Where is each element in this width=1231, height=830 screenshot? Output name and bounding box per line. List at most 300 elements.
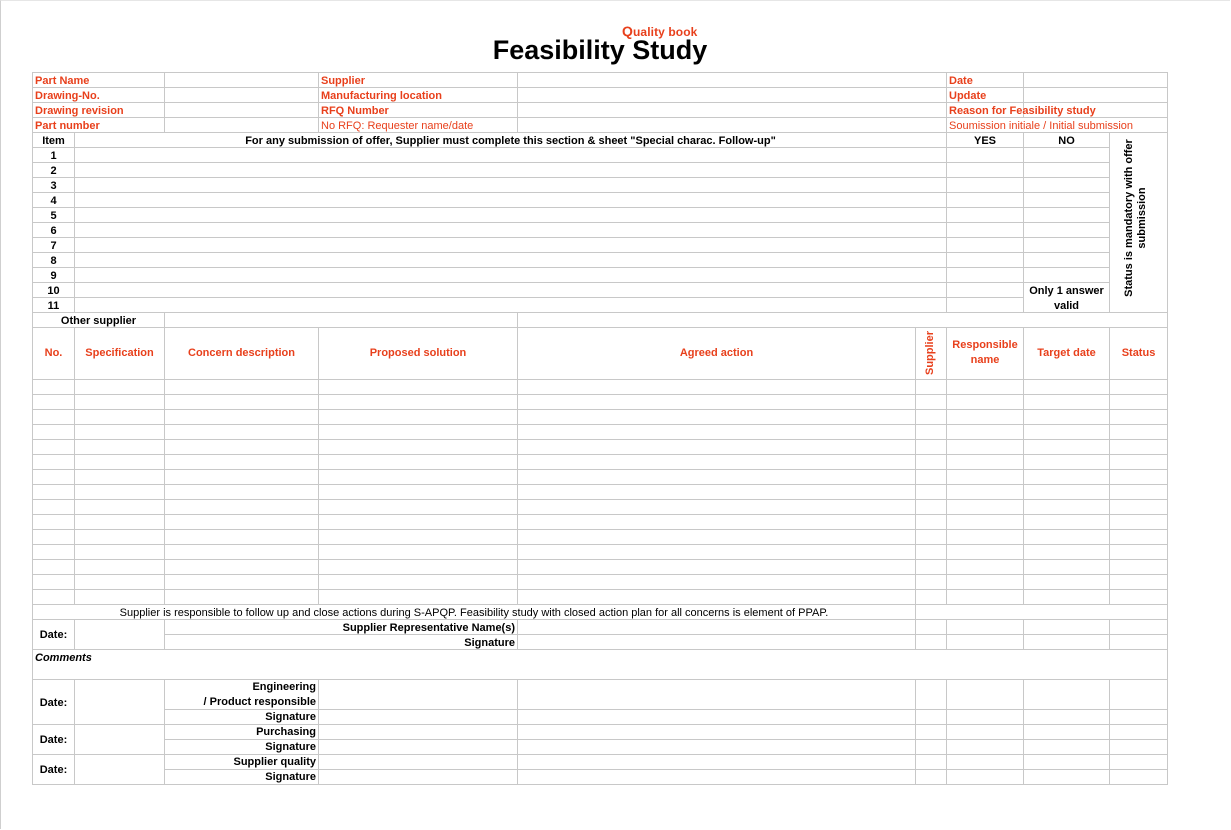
purchasing-label-line: Purchasing xyxy=(256,726,316,738)
concern-table-cell[interactable] xyxy=(1023,439,1110,455)
concern-table-cell[interactable] xyxy=(915,529,947,545)
checklist-no-field[interactable] xyxy=(1023,267,1110,283)
concern-table-cell[interactable] xyxy=(517,544,916,560)
yes-column-header: YES xyxy=(946,132,1024,148)
checklist-item-text[interactable] xyxy=(74,177,947,193)
concern-table-cell[interactable] xyxy=(318,469,518,485)
no-column-header: NO xyxy=(1023,132,1110,148)
status-mandatory-text xyxy=(1123,128,1149,308)
note-spacer-cell xyxy=(915,604,1168,620)
only-one-answer-note xyxy=(1023,282,1110,313)
info-value-field[interactable] xyxy=(164,72,319,88)
checklist-item-text[interactable] xyxy=(74,282,947,298)
checklist-no-field[interactable] xyxy=(1023,207,1110,223)
target-date-column-header: Target date xyxy=(1023,327,1110,380)
supplier-signature-label: Signature xyxy=(164,634,518,650)
checklist-no-field[interactable] xyxy=(1023,147,1110,163)
approval-field[interactable] xyxy=(1109,754,1168,770)
status-mandatory-line2: submission xyxy=(1136,187,1148,249)
checklist-item-text[interactable] xyxy=(74,237,947,253)
approval-field[interactable] xyxy=(517,739,916,755)
concern-table-cell[interactable] xyxy=(946,484,1024,500)
concern-table-cell[interactable] xyxy=(164,559,319,575)
concern-table-cell[interactable] xyxy=(517,484,916,500)
concern-table-cell[interactable] xyxy=(318,454,518,470)
approval-date-field[interactable] xyxy=(74,679,165,725)
concern-table-cell[interactable] xyxy=(946,574,1024,590)
checklist-item-number: 3 xyxy=(32,177,75,193)
concern-table-cell[interactable] xyxy=(318,529,518,545)
concern-table-cell[interactable] xyxy=(946,589,1024,605)
concern-table-cell[interactable] xyxy=(74,454,165,470)
supplier-date-field[interactable] xyxy=(74,619,165,650)
approval-field[interactable] xyxy=(1023,679,1110,710)
purchasing-signature-label xyxy=(164,739,319,755)
concern-table-cell[interactable] xyxy=(318,409,518,425)
page-title xyxy=(0,35,1200,66)
approval-field[interactable] xyxy=(915,679,947,710)
approval-field[interactable] xyxy=(915,709,947,725)
concern-table-cell[interactable] xyxy=(1109,409,1168,425)
concern-table-cell[interactable] xyxy=(946,454,1024,470)
supplier-rep-field[interactable] xyxy=(517,619,916,635)
agreed-action-column-header: Agreed action xyxy=(517,327,916,380)
info-value-field[interactable] xyxy=(1023,72,1168,88)
concern-table-cell[interactable] xyxy=(74,574,165,590)
checklist-instruction: For any submission of offer, Supplier must complete this section & sheet "Special charac. Follow-up" xyxy=(74,132,947,148)
concern-table-cell[interactable] xyxy=(32,499,75,515)
checklist-no-field[interactable] xyxy=(1023,222,1110,238)
concern-table-cell[interactable] xyxy=(1023,499,1110,515)
concern-table-cell[interactable] xyxy=(1023,394,1110,410)
concern-table-cell[interactable] xyxy=(946,559,1024,575)
comments-label: Comments xyxy=(35,652,92,664)
checklist-item-text[interactable] xyxy=(74,297,947,313)
approval-field[interactable] xyxy=(915,769,947,785)
concern-table-cell[interactable] xyxy=(32,589,75,605)
concern-table-cell[interactable] xyxy=(164,574,319,590)
checklist-yes-field[interactable] xyxy=(946,282,1024,298)
concern-table-cell[interactable] xyxy=(946,514,1024,530)
concern-table-cell[interactable] xyxy=(915,499,947,515)
approval-field[interactable] xyxy=(1109,769,1168,785)
concern-table-cell[interactable] xyxy=(1023,589,1110,605)
concern-table-cell[interactable] xyxy=(74,409,165,425)
concern-table-cell[interactable] xyxy=(1109,469,1168,485)
approval-field[interactable] xyxy=(517,679,916,710)
concern-table-cell[interactable] xyxy=(164,439,319,455)
concern-table-cell[interactable] xyxy=(318,379,518,395)
approval-field[interactable] xyxy=(517,754,916,770)
concern-table-cell[interactable] xyxy=(318,514,518,530)
concern-table-cell[interactable] xyxy=(915,484,947,500)
supplier-rep-label: Supplier Representative Name(s) xyxy=(164,619,518,635)
checklist-yes-field[interactable] xyxy=(946,162,1024,178)
concern-table-cell[interactable] xyxy=(517,529,916,545)
concern-table-cell[interactable] xyxy=(517,559,916,575)
status-column-header: Status xyxy=(1109,327,1168,380)
concern-table-cell[interactable] xyxy=(1023,514,1110,530)
proposed-solution-column-header: Proposed solution xyxy=(318,327,518,380)
approval-field[interactable] xyxy=(318,709,518,725)
concern-table-cell[interactable] xyxy=(32,559,75,575)
concern-table-cell[interactable] xyxy=(1109,394,1168,410)
approval-field[interactable] xyxy=(946,754,1024,770)
checklist-yes-field[interactable] xyxy=(946,177,1024,193)
concern-table-cell[interactable] xyxy=(1109,424,1168,440)
comments-box[interactable] xyxy=(32,649,1168,680)
supplier-signature-field[interactable] xyxy=(1023,634,1110,650)
info-value-field[interactable] xyxy=(1023,102,1168,118)
concern-table-cell[interactable] xyxy=(1023,454,1110,470)
only-one-line2: valid xyxy=(1053,300,1080,312)
supplier-date-label: Date: xyxy=(32,619,75,650)
responsible-line1: Responsible xyxy=(952,339,1018,351)
concern-table-cell[interactable] xyxy=(32,424,75,440)
concern-table-cell[interactable] xyxy=(318,559,518,575)
checklist-item-number: 4 xyxy=(32,192,75,208)
status-mandatory-note xyxy=(1109,132,1168,313)
info-value-field[interactable] xyxy=(164,102,319,118)
checklist-item-number: 9 xyxy=(32,267,75,283)
concern-table-cell[interactable] xyxy=(164,514,319,530)
concern-table-cell[interactable] xyxy=(318,484,518,500)
concern-table-cell[interactable] xyxy=(1109,484,1168,500)
concern-table-cell[interactable] xyxy=(946,439,1024,455)
concern-table-cell[interactable] xyxy=(164,424,319,440)
concern-table-cell[interactable] xyxy=(517,409,916,425)
approval-date-field[interactable] xyxy=(74,724,165,755)
checklist-no-field[interactable] xyxy=(1023,252,1110,268)
checklist-item-text[interactable] xyxy=(74,192,947,208)
approval-field[interactable] xyxy=(1023,724,1110,740)
engineering-label xyxy=(164,679,319,710)
checklist-item-number: 2 xyxy=(32,162,75,178)
checklist-yes-field[interactable] xyxy=(946,222,1024,238)
other-supplier-detail-field[interactable] xyxy=(517,312,1168,328)
concern-table-cell[interactable] xyxy=(32,514,75,530)
checklist-no-field[interactable] xyxy=(1023,192,1110,208)
concern-table-cell[interactable] xyxy=(946,529,1024,545)
concern-table-cell[interactable] xyxy=(915,589,947,605)
concern-table-cell[interactable] xyxy=(32,484,75,500)
concern-table-cell[interactable] xyxy=(318,439,518,455)
other-supplier-label: Other supplier xyxy=(32,312,165,328)
approval-field[interactable] xyxy=(946,739,1024,755)
info-value-field[interactable] xyxy=(517,102,947,118)
concern-table-cell[interactable] xyxy=(74,379,165,395)
approval-field[interactable] xyxy=(517,709,916,725)
engineering-signature-label-line: Signature xyxy=(265,711,316,723)
concern-table-cell[interactable] xyxy=(946,469,1024,485)
concern-table-cell[interactable] xyxy=(915,454,947,470)
info-label: Drawing-No. xyxy=(32,87,165,103)
concern-table-cell[interactable] xyxy=(164,499,319,515)
info-label: Update xyxy=(946,87,1024,103)
concern-table-cell[interactable] xyxy=(32,439,75,455)
concern-table-cell[interactable] xyxy=(1109,559,1168,575)
info-label: Drawing revision xyxy=(32,102,165,118)
supplier-signature-field[interactable] xyxy=(915,634,947,650)
purchasing-label xyxy=(164,724,319,740)
concern-table-cell[interactable] xyxy=(517,439,916,455)
approval-field[interactable] xyxy=(946,769,1024,785)
engineering-label-line: Engineering xyxy=(252,681,316,693)
concern-table-cell[interactable] xyxy=(74,544,165,560)
approval-field[interactable] xyxy=(915,724,947,740)
checklist-yes-field[interactable] xyxy=(946,192,1024,208)
concern-column-header: Concern description xyxy=(164,327,319,380)
concern-table-cell[interactable] xyxy=(74,424,165,440)
concern-table-cell[interactable] xyxy=(517,469,916,485)
info-label: Date xyxy=(946,72,1024,88)
concern-table-cell[interactable] xyxy=(915,514,947,530)
concern-table-cell[interactable] xyxy=(74,529,165,545)
approval-date-label: Date: xyxy=(32,724,75,755)
concern-table-cell[interactable] xyxy=(1109,439,1168,455)
concern-table-cell[interactable] xyxy=(318,544,518,560)
concern-table-cell[interactable] xyxy=(164,544,319,560)
checklist-item-text[interactable] xyxy=(74,252,947,268)
checklist-item-number: 7 xyxy=(32,237,75,253)
concern-table-cell[interactable] xyxy=(946,424,1024,440)
concern-table-cell[interactable] xyxy=(946,394,1024,410)
checklist-item-text[interactable] xyxy=(74,267,947,283)
concern-table-cell[interactable] xyxy=(1023,484,1110,500)
only-one-line1: Only 1 answer xyxy=(1029,285,1104,297)
engineering-label-line: / Product responsible xyxy=(203,696,316,708)
approval-field[interactable] xyxy=(915,739,947,755)
concern-table-cell[interactable] xyxy=(32,529,75,545)
logo-q-mark: Q xyxy=(622,23,633,39)
approval-field[interactable] xyxy=(1109,724,1168,740)
checklist-item-number: 10 xyxy=(32,282,75,298)
supplier-column-header xyxy=(915,327,947,380)
checklist-no-field[interactable] xyxy=(1023,162,1110,178)
info-value-field[interactable] xyxy=(164,87,319,103)
approval-date-label: Date: xyxy=(32,754,75,785)
concern-table-cell[interactable] xyxy=(164,469,319,485)
approval-date-field[interactable] xyxy=(74,754,165,785)
info-label: Manufacturing location xyxy=(318,87,518,103)
approval-field[interactable] xyxy=(318,754,518,770)
approval-field[interactable] xyxy=(1109,679,1168,710)
approval-date-label: Date: xyxy=(32,679,75,725)
concern-table-cell[interactable] xyxy=(517,454,916,470)
concern-table-cell[interactable] xyxy=(74,394,165,410)
concern-table-cell[interactable] xyxy=(915,574,947,590)
approval-field[interactable] xyxy=(1023,769,1110,785)
concern-table-cell[interactable] xyxy=(318,424,518,440)
approval-field[interactable] xyxy=(915,754,947,770)
concern-table-cell[interactable] xyxy=(164,409,319,425)
concern-table-cell[interactable] xyxy=(517,394,916,410)
checklist-item-text[interactable] xyxy=(74,162,947,178)
concern-table-cell[interactable] xyxy=(164,394,319,410)
checklist-item-number: 8 xyxy=(32,252,75,268)
concern-table-cell[interactable] xyxy=(318,499,518,515)
concern-table-cell[interactable] xyxy=(1023,529,1110,545)
approval-field[interactable] xyxy=(946,709,1024,725)
approval-field[interactable] xyxy=(318,739,518,755)
checklist-item-number: 5 xyxy=(32,207,75,223)
item-column-header: Item xyxy=(32,132,75,148)
concern-table-cell[interactable] xyxy=(1023,559,1110,575)
checklist-item-number: 6 xyxy=(32,222,75,238)
approval-field[interactable] xyxy=(946,679,1024,710)
supplier-rep-field[interactable] xyxy=(1023,619,1110,635)
concern-table-cell[interactable] xyxy=(318,394,518,410)
concern-table-cell[interactable] xyxy=(1109,529,1168,545)
concern-table-cell[interactable] xyxy=(1109,379,1168,395)
checklist-no-field[interactable] xyxy=(1023,177,1110,193)
supplier-quality-label-line: Supplier quality xyxy=(233,756,316,768)
checklist-yes-field[interactable] xyxy=(946,207,1024,223)
concern-table-cell[interactable] xyxy=(32,394,75,410)
concern-table-cell[interactable] xyxy=(1023,469,1110,485)
info-value-field[interactable] xyxy=(164,117,319,133)
concern-table-cell[interactable] xyxy=(1109,514,1168,530)
approval-field[interactable] xyxy=(517,769,916,785)
checklist-yes-field[interactable] xyxy=(946,252,1024,268)
logo-text: uality book xyxy=(633,25,698,39)
checklist-no-field[interactable] xyxy=(1023,237,1110,253)
responsible-line2: name xyxy=(970,354,1000,366)
supplier-signature-field[interactable] xyxy=(946,634,1024,650)
concern-table-cell[interactable] xyxy=(74,469,165,485)
concern-table-cell[interactable] xyxy=(946,379,1024,395)
supplier-signature-field[interactable] xyxy=(517,634,916,650)
concern-table-cell[interactable] xyxy=(1109,589,1168,605)
concern-table-cell[interactable] xyxy=(164,529,319,545)
concern-table-cell[interactable] xyxy=(32,409,75,425)
info-value-field[interactable] xyxy=(517,117,947,133)
approval-field[interactable] xyxy=(318,679,518,710)
concern-table-cell[interactable] xyxy=(915,559,947,575)
supplier-rep-field[interactable] xyxy=(1109,619,1168,635)
info-value-field[interactable] xyxy=(517,87,947,103)
no-column-header: No. xyxy=(32,327,75,380)
concern-table-cell[interactable] xyxy=(517,589,916,605)
concern-table-cell[interactable] xyxy=(32,544,75,560)
concern-table-cell[interactable] xyxy=(74,484,165,500)
concern-table-cell[interactable] xyxy=(1023,574,1110,590)
approval-field[interactable] xyxy=(1023,754,1110,770)
engineering-signature-label xyxy=(164,709,319,725)
concern-table-cell[interactable] xyxy=(74,499,165,515)
concern-table-cell[interactable] xyxy=(915,439,947,455)
concern-table-cell[interactable] xyxy=(915,379,947,395)
concern-table-cell[interactable] xyxy=(1023,409,1110,425)
checklist-yes-field[interactable] xyxy=(946,237,1024,253)
purchasing-signature-label-line: Signature xyxy=(265,741,316,753)
concern-table-cell[interactable] xyxy=(946,544,1024,560)
concern-table-cell[interactable] xyxy=(32,454,75,470)
checklist-item-text[interactable] xyxy=(74,222,947,238)
concern-table-cell[interactable] xyxy=(164,454,319,470)
info-label: No RFQ: Requester name/date xyxy=(318,117,518,133)
submission-type-select[interactable]: Soumission initiale / Initial submission xyxy=(946,117,1168,133)
concern-table-cell[interactable] xyxy=(517,424,916,440)
checklist-item-number: 1 xyxy=(32,147,75,163)
supplier-quality-signature-label-line: Signature xyxy=(265,771,316,783)
info-label: Supplier xyxy=(318,72,518,88)
concern-table-cell[interactable] xyxy=(74,439,165,455)
approval-field[interactable] xyxy=(946,724,1024,740)
info-label: Part number xyxy=(32,117,165,133)
concern-table-cell[interactable] xyxy=(164,589,319,605)
concern-table-cell[interactable] xyxy=(1109,544,1168,560)
concern-table-cell[interactable] xyxy=(164,484,319,500)
supplier-column-label: Supplier xyxy=(924,331,936,376)
status-mandatory-line1: Status is mandatory with offer xyxy=(1123,139,1135,297)
supplier-quality-label xyxy=(164,754,319,770)
checklist-item-number: 11 xyxy=(32,297,75,313)
page-title-text: Feasibility Study xyxy=(492,35,708,65)
supplier-rep-field[interactable] xyxy=(915,619,947,635)
supplier-rep-field[interactable] xyxy=(946,619,1024,635)
approval-field[interactable] xyxy=(517,724,916,740)
concern-table-cell[interactable] xyxy=(517,499,916,515)
responsible-column-header xyxy=(946,327,1024,380)
concern-table-cell[interactable] xyxy=(74,514,165,530)
info-value-field[interactable] xyxy=(1023,87,1168,103)
approval-field[interactable] xyxy=(1023,709,1110,725)
concern-table-cell[interactable] xyxy=(1109,454,1168,470)
concern-table-cell[interactable] xyxy=(517,379,916,395)
approval-field[interactable] xyxy=(1109,709,1168,725)
specification-column-header: Specification xyxy=(74,327,165,380)
concern-table-cell[interactable] xyxy=(318,589,518,605)
concern-table-cell[interactable] xyxy=(32,379,75,395)
checklist-yes-field[interactable] xyxy=(946,297,1024,313)
supplier-signature-field[interactable] xyxy=(1109,634,1168,650)
ppap-note: Supplier is responsible to follow up and close actions during S-APQP. Feasibility study with closed action plan for all concerns is element of PPAP. xyxy=(32,604,916,620)
checklist-yes-field[interactable] xyxy=(946,267,1024,283)
concern-table-cell[interactable] xyxy=(517,574,916,590)
concern-table-cell[interactable] xyxy=(318,574,518,590)
concern-table-cell[interactable] xyxy=(946,409,1024,425)
concern-table-cell[interactable] xyxy=(517,514,916,530)
concern-table-cell[interactable] xyxy=(946,499,1024,515)
concern-table-cell[interactable] xyxy=(1023,544,1110,560)
concern-table-cell[interactable] xyxy=(1109,574,1168,590)
checklist-item-text[interactable] xyxy=(74,147,947,163)
concern-table-cell[interactable] xyxy=(915,469,947,485)
concern-table-cell[interactable] xyxy=(32,469,75,485)
concern-table-cell[interactable] xyxy=(1023,424,1110,440)
supplier-quality-signature-label xyxy=(164,769,319,785)
concern-table-cell[interactable] xyxy=(915,409,947,425)
concern-table-cell[interactable] xyxy=(915,394,947,410)
concern-table-cell[interactable] xyxy=(164,379,319,395)
concern-table-cell[interactable] xyxy=(1023,379,1110,395)
approval-field[interactable] xyxy=(318,769,518,785)
concern-table-cell[interactable] xyxy=(915,544,947,560)
concern-table-cell[interactable] xyxy=(74,559,165,575)
checklist-yes-field[interactable] xyxy=(946,147,1024,163)
concern-table-cell[interactable] xyxy=(74,589,165,605)
concern-table-cell[interactable] xyxy=(1109,499,1168,515)
info-value-field[interactable] xyxy=(517,72,947,88)
other-supplier-field[interactable] xyxy=(164,312,518,328)
concern-table-cell[interactable] xyxy=(915,424,947,440)
approval-field[interactable] xyxy=(318,724,518,740)
concern-table-cell[interactable] xyxy=(32,574,75,590)
checklist-item-text[interactable] xyxy=(74,207,947,223)
approval-field[interactable] xyxy=(1023,739,1110,755)
approval-field[interactable] xyxy=(1109,739,1168,755)
